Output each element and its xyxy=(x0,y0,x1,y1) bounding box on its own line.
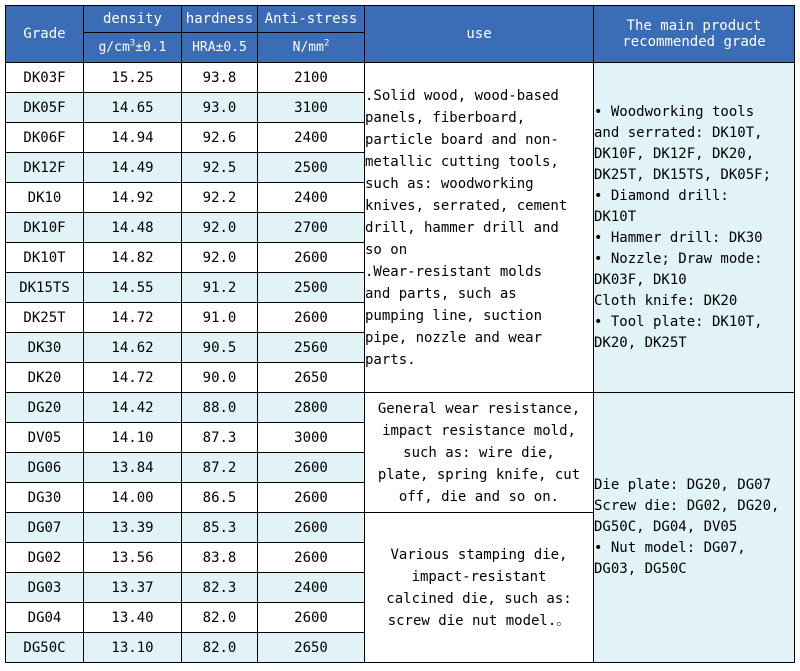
recommended-line: Die plate: DG20, DG07 xyxy=(594,477,772,493)
header-use: use xyxy=(365,6,594,63)
recommended-line: DG50C, DG04, DV05 xyxy=(594,519,738,535)
hardness-cell: 82.3 xyxy=(182,573,258,603)
recommended-line: DK10F, DK12F, DK20, xyxy=(594,145,755,162)
use-line: General wear resistance, xyxy=(377,400,581,417)
hardness-cell: 92.0 xyxy=(182,213,258,243)
hardness-cell: 86.5 xyxy=(182,483,258,513)
recommended-line: • Nut model: DG07, xyxy=(594,540,746,556)
grade-cell: DK05F xyxy=(6,93,84,123)
recommended-line: DK10T xyxy=(594,208,637,225)
hardness-cell: 88.0 xyxy=(182,393,258,423)
anti-stress-cell: 2650 xyxy=(258,363,365,393)
use-line: screw die nut model.。 xyxy=(387,612,571,629)
hardness-cell: 83.8 xyxy=(182,543,258,573)
use-line: parts. xyxy=(365,351,416,368)
grade-cell: DK06F xyxy=(6,123,84,153)
use-line: Various stamping die, xyxy=(390,546,568,563)
density-unit-base: g/cm xyxy=(98,40,130,55)
header-recommended-line: The main product xyxy=(626,18,762,34)
page xyxy=(5,5,795,663)
hardness-cell: 82.0 xyxy=(182,603,258,633)
hardness-cell: 91.0 xyxy=(182,303,258,333)
header-density: density xyxy=(84,6,182,33)
density-cell: 13.39 xyxy=(84,513,182,543)
grade-cell: DV05 xyxy=(6,423,84,453)
anti-stress-unit-base: N/mm xyxy=(292,40,324,55)
density-cell: 14.94 xyxy=(84,123,182,153)
density-cell: 14.00 xyxy=(84,483,182,513)
anti-stress-cell: 2600 xyxy=(258,603,365,633)
anti-stress-cell: 2400 xyxy=(258,183,365,213)
hardness-cell: 90.0 xyxy=(182,363,258,393)
header-hardness-unit: HRA±0.5 xyxy=(182,33,258,63)
density-cell: 14.65 xyxy=(84,93,182,123)
density-cell: 13.84 xyxy=(84,453,182,483)
use-line: drill, hammer drill and xyxy=(365,219,559,236)
header-recommended xyxy=(594,6,795,63)
hardness-cell: 92.0 xyxy=(182,243,258,273)
carbide-grades-table xyxy=(5,5,795,663)
grade-cell: DK25T xyxy=(6,303,84,333)
grade-cell: DK10T xyxy=(6,243,84,273)
use-line: pipe, nozzle and wear xyxy=(365,329,543,346)
density-cell: 14.72 xyxy=(84,303,182,333)
grade-cell: DK10F xyxy=(6,213,84,243)
hardness-cell: 92.5 xyxy=(182,153,258,183)
density-unit-exponent: 3 xyxy=(129,38,136,49)
recommended-line: • Nozzle; Draw mode: xyxy=(594,250,763,267)
recommended-line: DK20, DK25T xyxy=(594,334,687,351)
use-line: off, die and so on. xyxy=(398,488,560,505)
use-cell xyxy=(365,393,594,513)
anti-stress-cell: 2400 xyxy=(258,573,365,603)
density-cell: 15.25 xyxy=(84,63,182,93)
use-line: pumping line, suction xyxy=(365,307,543,324)
density-cell: 14.72 xyxy=(84,363,182,393)
anti-stress-cell: 2700 xyxy=(258,213,365,243)
recommended-grade-cell xyxy=(594,63,795,393)
anti-stress-unit-exponent: 2 xyxy=(323,38,330,49)
use-line: such as: wire die, xyxy=(403,444,555,461)
anti-stress-cell: 2400 xyxy=(258,123,365,153)
header-recommended-line: recommended grade xyxy=(622,34,766,50)
hardness-cell: 92.6 xyxy=(182,123,258,153)
table-body xyxy=(6,63,795,663)
recommended-line: • Diamond drill: xyxy=(594,187,729,204)
use-line: metallic cutting tools, xyxy=(365,153,559,170)
density-unit-tolerance: ±0.1 xyxy=(135,40,167,55)
header-grade: Grade xyxy=(6,6,84,63)
anti-stress-cell: 2500 xyxy=(258,273,365,303)
hardness-cell: 87.2 xyxy=(182,453,258,483)
use-line: plate, spring knife, cut xyxy=(377,466,581,483)
recommended-line: Cloth knife: DK20 xyxy=(594,292,738,309)
grade-cell: DG30 xyxy=(6,483,84,513)
anti-stress-cell: 2600 xyxy=(258,303,365,333)
header-density-unit xyxy=(84,33,182,63)
density-cell: 14.55 xyxy=(84,273,182,303)
hardness-cell: 93.0 xyxy=(182,93,258,123)
recommended-line: and serrated: DK10T, xyxy=(594,124,763,141)
density-cell: 14.62 xyxy=(84,333,182,363)
grade-cell: DG03 xyxy=(6,573,84,603)
density-cell: 13.40 xyxy=(84,603,182,633)
use-line: .Solid wood, wood-based xyxy=(365,87,559,104)
table-row xyxy=(6,63,795,93)
anti-stress-cell: 2600 xyxy=(258,513,365,543)
hardness-cell: 85.3 xyxy=(182,513,258,543)
use-line: knives, serrated, cement xyxy=(365,197,568,214)
anti-stress-cell: 2100 xyxy=(258,63,365,93)
density-cell: 14.49 xyxy=(84,153,182,183)
use-cell xyxy=(365,513,594,663)
use-line: impact-resistant xyxy=(411,568,547,585)
use-line: particle board and non- xyxy=(365,131,559,148)
recommended-line: • Hammer drill: DK30 xyxy=(594,229,763,246)
grade-cell: DG02 xyxy=(6,543,84,573)
anti-stress-cell: 2560 xyxy=(258,333,365,363)
hardness-cell: 91.2 xyxy=(182,273,258,303)
grade-cell: DK10 xyxy=(6,183,84,213)
recommended-line: Screw die: DG02, DG20, xyxy=(594,498,780,514)
use-line: .Wear-resistant molds xyxy=(365,263,543,280)
header-hardness: hardness xyxy=(182,6,258,33)
density-cell: 13.10 xyxy=(84,633,182,663)
use-line: and parts, such as xyxy=(365,285,517,302)
recommended-line: • Woodworking tools xyxy=(594,103,755,120)
anti-stress-cell: 2800 xyxy=(258,393,365,423)
density-cell: 13.56 xyxy=(84,543,182,573)
grade-cell: DG06 xyxy=(6,453,84,483)
density-cell: 14.10 xyxy=(84,423,182,453)
anti-stress-cell: 2600 xyxy=(258,483,365,513)
grade-cell: DK12F xyxy=(6,153,84,183)
use-line: such as: woodworking xyxy=(365,175,534,192)
recommended-line: • Tool plate: DK10T, xyxy=(594,313,763,330)
grade-cell: DG50C xyxy=(6,633,84,663)
hardness-cell: 92.2 xyxy=(182,183,258,213)
anti-stress-cell: 2600 xyxy=(258,243,365,273)
table-row xyxy=(6,393,795,423)
header-anti-stress-unit xyxy=(258,33,365,63)
use-line: calcined die, such as: xyxy=(386,590,572,607)
recommended-grade-cell xyxy=(594,393,795,663)
use-cell xyxy=(365,63,594,393)
recommended-line: DK25T, DK15TS, DK05F; xyxy=(594,166,772,183)
anti-stress-cell: 2600 xyxy=(258,543,365,573)
grade-cell: DK03F xyxy=(6,63,84,93)
recommended-line: DK03F, DK10 xyxy=(594,271,687,288)
hardness-cell: 82.0 xyxy=(182,633,258,663)
density-cell: 14.48 xyxy=(84,213,182,243)
grade-cell: DK20 xyxy=(6,363,84,393)
grade-cell: DG04 xyxy=(6,603,84,633)
grade-cell: DG20 xyxy=(6,393,84,423)
density-cell: 13.37 xyxy=(84,573,182,603)
grade-cell: DG07 xyxy=(6,513,84,543)
anti-stress-cell: 3000 xyxy=(258,423,365,453)
anti-stress-cell: 2600 xyxy=(258,453,365,483)
hardness-cell: 87.3 xyxy=(182,423,258,453)
density-cell: 14.92 xyxy=(84,183,182,213)
anti-stress-cell: 2500 xyxy=(258,153,365,183)
anti-stress-cell: 3100 xyxy=(258,93,365,123)
grade-cell: DK15TS xyxy=(6,273,84,303)
hardness-cell: 93.8 xyxy=(182,63,258,93)
header-anti-stress: Anti-stress xyxy=(258,6,365,33)
grade-cell: DK30 xyxy=(6,333,84,363)
density-cell: 14.82 xyxy=(84,243,182,273)
use-line: so on xyxy=(365,241,408,258)
use-line: panels, fiberboard, xyxy=(365,109,526,126)
density-cell: 14.42 xyxy=(84,393,182,423)
anti-stress-cell: 2650 xyxy=(258,633,365,663)
recommended-line: DG03, DG50C xyxy=(594,561,687,577)
hardness-cell: 90.5 xyxy=(182,333,258,363)
use-line: impact resistance mold, xyxy=(382,422,576,439)
